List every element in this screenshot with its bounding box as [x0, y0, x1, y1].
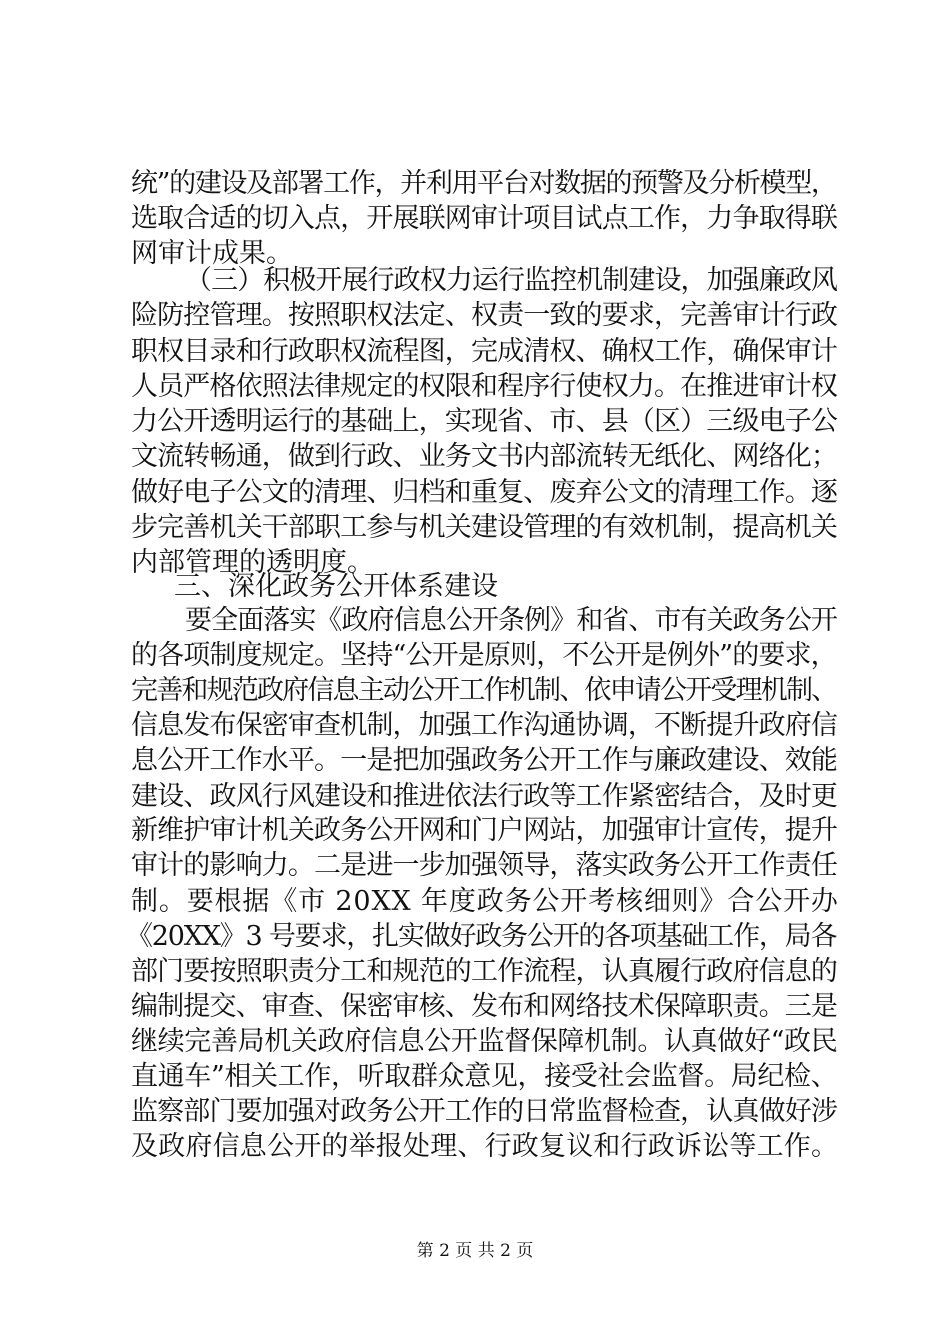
section-heading: 三、深化政务公开体系建设 [174, 571, 498, 602]
text-line: 建设、政风行风建设和推进依法行政等工作紧密结合，及时更 [131, 781, 838, 812]
text-line: 文流转畅通，做到行政、业务文书内部流转无纸化、网络化； [131, 441, 838, 472]
text-line: 选取合适的切入点，开展联网审计项目试点工作，力争取得联 [131, 203, 838, 234]
text-line: 的各项制度规定。坚持“公开是原则，不公开是例外”的要求， [131, 640, 837, 671]
text-line: 新维护审计机关政务公开网和门户网站，加强审计宣传，提升 [131, 815, 838, 846]
text-line: 险防控管理。按照职权法定、权责一致的要求，完善审计行政 [131, 300, 838, 331]
text-line: 人员严格依照法律规定的权限和程序行使权力。在推进审计权 [131, 371, 838, 402]
text-line: 直通车”相关工作，听取群众意见，接受社会监督。局纪检、 [131, 1061, 838, 1092]
text-line: 信息发布保密审查机制，加强工作沟通协调，不断提升政府信 [131, 710, 838, 741]
text-line: 步完善机关干部职工参与机关建设管理的有效机制，提高机关 [131, 512, 838, 543]
text-line: 部门要按照职责分工和规范的工作流程，认真履行政府信息的 [131, 956, 838, 987]
text-line: 息公开工作水平。一是把加强政务公开工作与廉政建设、效能 [131, 745, 838, 776]
text-line: 统”的建设及部署工作，并利用平台对数据的预警及分析模型， [131, 168, 837, 199]
text-line: 《20XX》3 号要求，扎实做好政务公开的各项基础工作，局各 [126, 921, 837, 952]
text-line: 及政府信息公开的举报处理、行政复议和行政诉讼等工作。 [131, 1131, 839, 1162]
text-line: 职权目录和行政职权流程图，完成清权、确权工作，确保审计 [131, 336, 838, 367]
text-line: 完善和规范政府信息主动公开工作机制、依申请公开受理机制、 [131, 675, 837, 706]
text-line: 内部管理的透明度。 [131, 547, 374, 578]
text-line: 要全面落实《政府信息公开条例》和省、市有关政务公开 [185, 605, 837, 636]
text-line: 继续完善局机关政府信息公开监督保障机制。认真做好“政民 [131, 1026, 838, 1057]
section-heading: （三）积极开展行政权力运行监控机制建设，加强廉政风 [185, 265, 837, 296]
text-line: 编制提交、审查、保密审核、发布和网络技术保障职责。三是 [131, 991, 838, 1022]
page-number-footer: 第 2 页 共 2 页 [416, 1241, 534, 1261]
text-line: 力公开透明运行的基础上，实现省、市、县（区）三级电子公 [131, 406, 838, 437]
text-line: 制。要根据《市 20XX 年度政务公开考核细则》合公开办 [131, 886, 839, 917]
text-line: 审计的影响力。二是进一步加强领导，落实政务公开工作责任 [131, 850, 838, 881]
text-line: 网审计成果。 [131, 238, 293, 269]
text-line: 监察部门要加强对政务公开工作的日常监督检查，认真做好涉 [131, 1096, 838, 1127]
text-line: 做好电子公文的清理、归档和重复、废弃公文的清理工作。逐 [131, 477, 838, 508]
